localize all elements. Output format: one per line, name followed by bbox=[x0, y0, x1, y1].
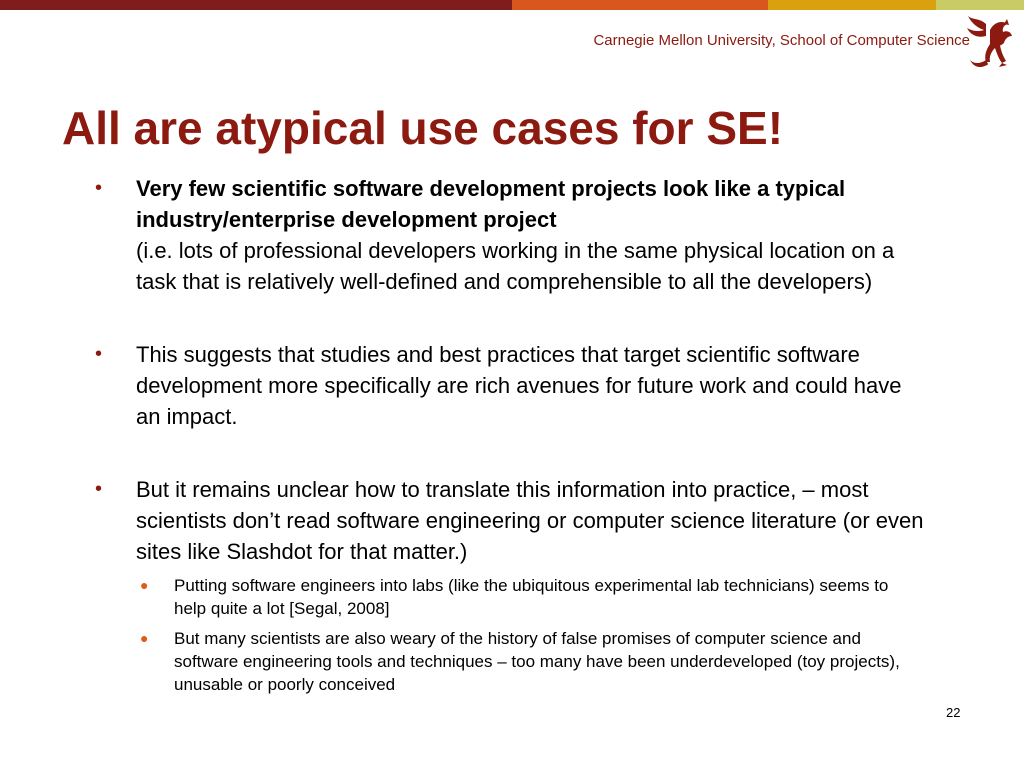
bar-segment-dark-red bbox=[0, 0, 512, 10]
bar-segment-olive bbox=[936, 0, 1024, 10]
bullet-item bbox=[95, 474, 925, 696]
bullet-1-bold-text: Very few scientific software development projects look like a typical industry/enterprise development project bbox=[136, 176, 846, 232]
slide-title: All are atypical use cases for SE! bbox=[62, 102, 784, 154]
bullet-item bbox=[95, 173, 925, 297]
bar-segment-orange bbox=[512, 0, 768, 10]
org-name: Carnegie Mellon University, School of Computer Science bbox=[593, 32, 970, 49]
top-color-bar bbox=[0, 0, 1024, 10]
bullet-list bbox=[95, 173, 925, 696]
bullet-dot-icon: • bbox=[95, 177, 103, 199]
bullet-2-text: This suggests that studies and best practices that target scientific software development more specifically are rich avenues for future work and could have an impact. bbox=[136, 342, 902, 429]
bullet-dot-icon: • bbox=[95, 478, 103, 500]
bullet-3-text: But it remains unclear how to translate this information into practice, – most scientists don’t read software engineering or computer science literature (or even sites like Slashdot for that matter.) bbox=[136, 477, 924, 564]
sub-bullet-list bbox=[136, 574, 925, 696]
sub-bullet-dot-icon: ● bbox=[140, 630, 149, 646]
bar-segment-gold bbox=[768, 0, 936, 10]
sub-bullet-dot-icon: ● bbox=[140, 577, 149, 593]
griffin-icon bbox=[966, 14, 1016, 70]
bullet-dot-icon: • bbox=[95, 343, 103, 365]
sub-bullet-item bbox=[136, 574, 925, 620]
bullet-item bbox=[95, 339, 925, 432]
sub-bullet-2-text: But many scientists are also weary of the history of false promises of computer science and software engineering tools and techniques – too many have been underdeveloped (toy projects), unusable or poorly conceived bbox=[174, 629, 900, 694]
sub-bullet-item bbox=[136, 627, 925, 696]
sub-bullet-1-text: Putting software engineers into labs (like the ubiquitous experimental lab technicians) seems to help quite a lot [Segal, 2008] bbox=[174, 576, 889, 618]
page-number: 22 bbox=[946, 705, 961, 720]
bullet-1-text: (i.e. lots of professional developers working in the same physical location on a task that is relatively well-defined and comprehensible to all the developers) bbox=[136, 238, 895, 294]
